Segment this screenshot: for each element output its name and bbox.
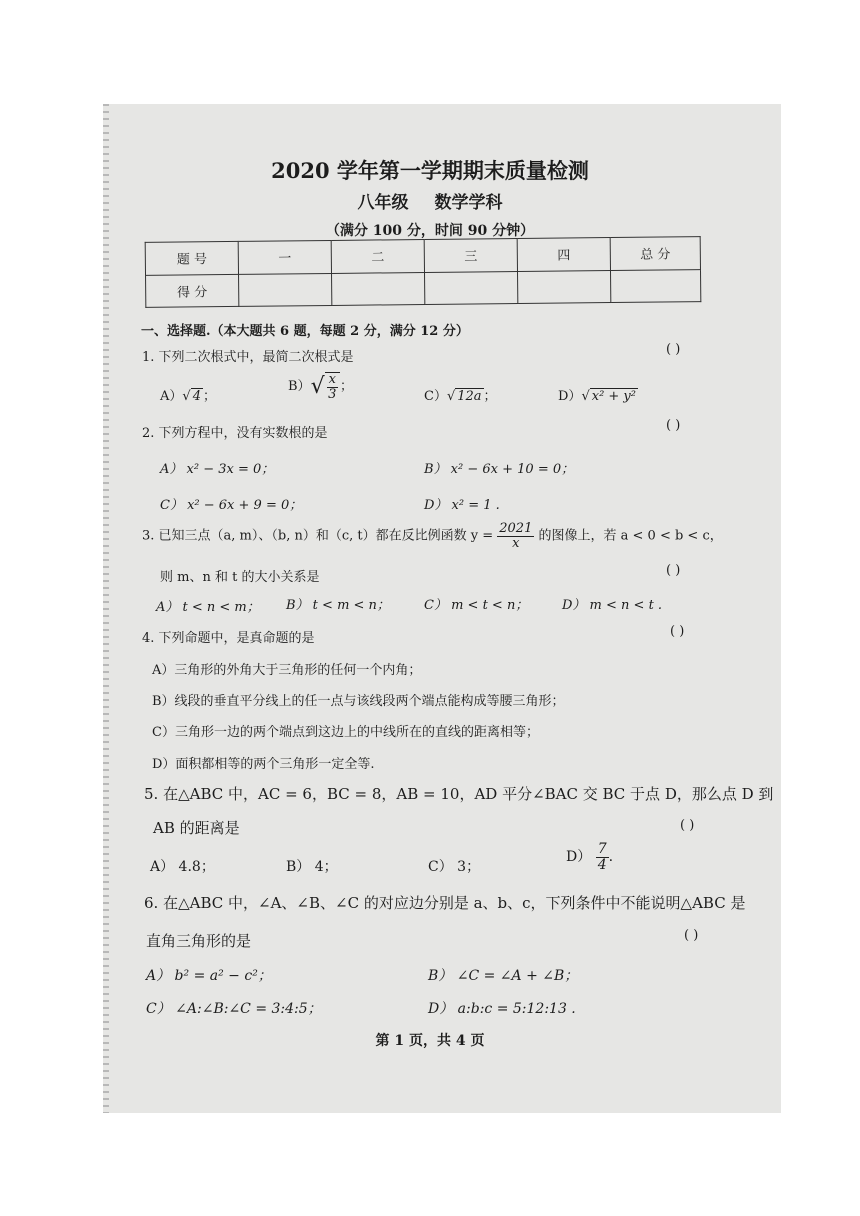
question-number: 5. <box>144 785 159 803</box>
score-col-4: 四 <box>517 238 610 271</box>
option-d: D）面积都相等的两个三角形一定全等. <box>152 757 375 772</box>
denominator: 4 <box>597 856 607 873</box>
option-d: D） m < n < t . <box>562 598 663 613</box>
answer-bracket: ( ) <box>684 928 699 943</box>
radicand: x² + y² <box>591 389 636 404</box>
denominator: 3 <box>328 386 337 402</box>
option-b: B）线段的垂直平分线上的任一点与该线段两个端点能构成等腰三角形； <box>152 694 565 709</box>
question-number: 2. <box>142 426 155 441</box>
option-c: C）三角形一边的两个端点到这边上的中线所在的直线的距离相等； <box>152 725 539 740</box>
option-tail: ； <box>202 389 216 404</box>
page-footer: 第 1 页，共 4 页 <box>375 1033 485 1049</box>
fraction <box>596 842 609 872</box>
denominator: x <box>512 535 520 551</box>
option-tail: ； <box>483 389 497 404</box>
question-4 <box>142 627 315 646</box>
option-c: C） x² − 6x + 9 = 0； <box>160 498 303 513</box>
question-text: 下列二次根式中，最简二次根式是 <box>158 350 354 365</box>
option-a: A） x² − 3x = 0； <box>160 462 275 477</box>
numerator: 2021 <box>499 521 533 536</box>
score-col-3: 三 <box>424 239 517 272</box>
option-tail: . <box>608 849 614 866</box>
binding-holes <box>103 104 109 1113</box>
numerator: x <box>328 372 336 387</box>
exam-title: 2020 学年第一学期期末质量检测 <box>271 158 589 183</box>
question-6 <box>144 892 745 913</box>
question-text: 在△ABC 中，∠A、∠B、∠C 的对应边分别是 a、b、c，下列条件中不能说明△ABC 是 <box>163 894 746 912</box>
score-col-2: 二 <box>331 239 424 272</box>
exam-note: （满分 100 分，时间 90 分钟） <box>325 223 535 239</box>
subject-label: 数学学科 <box>434 193 503 213</box>
option-a: A） t < n < m； <box>156 600 260 615</box>
option-b: B）√ $\frac{x}{3}$ ； <box>288 372 353 402</box>
option-b: B） x² − 6x + 10 = 0； <box>424 462 575 477</box>
fraction <box>325 372 340 401</box>
option-label: B） <box>288 379 311 395</box>
answer-bracket: ( ) <box>666 418 681 433</box>
question-2 <box>142 422 328 441</box>
option-label: A） <box>160 389 183 404</box>
option-d: D）√ x² + y² <box>558 389 636 404</box>
option-tail: ； <box>339 379 353 395</box>
score-row-label: 得 分 <box>146 274 239 307</box>
option-label: D） <box>558 389 582 404</box>
exam-subtitle <box>0 188 860 213</box>
question-5-line2: AB 的距离是 <box>153 819 240 837</box>
question-5 <box>144 783 773 804</box>
question-1 <box>142 346 354 365</box>
option-a: A） 4.8； <box>150 859 215 875</box>
score-cell-1 <box>239 273 332 306</box>
question-number: 4. <box>142 631 155 646</box>
radicand: 4 <box>192 389 201 404</box>
score-table <box>145 236 702 308</box>
question-text: 下列命题中，是真命题的是 <box>158 631 315 646</box>
question-text: 已知三点（a, m）、（b, n）和（c, t）都在反比例函数 y = <box>158 528 494 544</box>
question-3-line2: 则 m、n 和 t 的大小关系是 <box>160 570 320 585</box>
score-col-total: 总 分 <box>610 237 700 270</box>
question-number: 3. <box>142 528 155 544</box>
question-6-line2: 直角三角形的是 <box>146 932 252 950</box>
answer-bracket: ( ) <box>680 818 695 833</box>
grade-label: 八年级 <box>357 193 409 213</box>
score-cell-4 <box>517 270 610 303</box>
question-3 <box>142 522 723 550</box>
radicand: 12a <box>457 389 482 404</box>
question-text: 下列方程中，没有实数根的是 <box>158 426 328 441</box>
option-d <box>566 842 613 872</box>
score-cell-3 <box>424 271 517 304</box>
option-b: B） ∠C = ∠A + ∠B； <box>428 968 579 984</box>
section-heading: 一、选择题.（本大题共 6 题，每题 2 分，满分 12 分） <box>141 324 469 339</box>
option-b: B） t < m < n； <box>286 598 390 613</box>
option-a: A）三角形的外角大于三角形的任何一个内角； <box>152 663 422 678</box>
option-a: A）√ 4 ； <box>160 389 216 404</box>
inverse-function-fraction <box>497 522 534 550</box>
question-text: 在△ABC 中，AC = 6，BC = 8，AB = 10，AD 平分∠BAC 交 BC 于点 D，那么点 D 到 <box>163 785 774 803</box>
option-d: D） x² = 1 . <box>424 498 500 513</box>
answer-bracket: ( ) <box>670 624 685 639</box>
option-c: C） ∠A:∠B:∠C = 3:4:5； <box>146 1001 322 1017</box>
option-d: D） a:b:c = 5:12:13 . <box>428 1001 576 1017</box>
option-c: C） m < t < n； <box>424 598 529 613</box>
option-b: B） 4； <box>286 859 338 875</box>
answer-bracket: ( ) <box>666 563 681 578</box>
question-number: 6. <box>144 894 159 912</box>
option-c: C） 3； <box>428 859 481 875</box>
option-label: D） <box>566 849 592 866</box>
score-table-header-label: 题 号 <box>145 241 238 274</box>
option-c: C）√ 12a ； <box>424 389 497 404</box>
score-col-1: 一 <box>238 240 331 273</box>
score-cell-total <box>610 269 700 302</box>
question-number: 1. <box>142 350 155 365</box>
numerator: 7 <box>597 841 607 857</box>
option-label: C） <box>424 389 447 404</box>
answer-bracket: ( ) <box>666 342 681 357</box>
option-a: A） b² = a² − c²； <box>146 968 272 984</box>
score-cell-2 <box>332 272 425 305</box>
question-text-cont: 的图像上，若 a < 0 < b < c， <box>538 528 723 544</box>
